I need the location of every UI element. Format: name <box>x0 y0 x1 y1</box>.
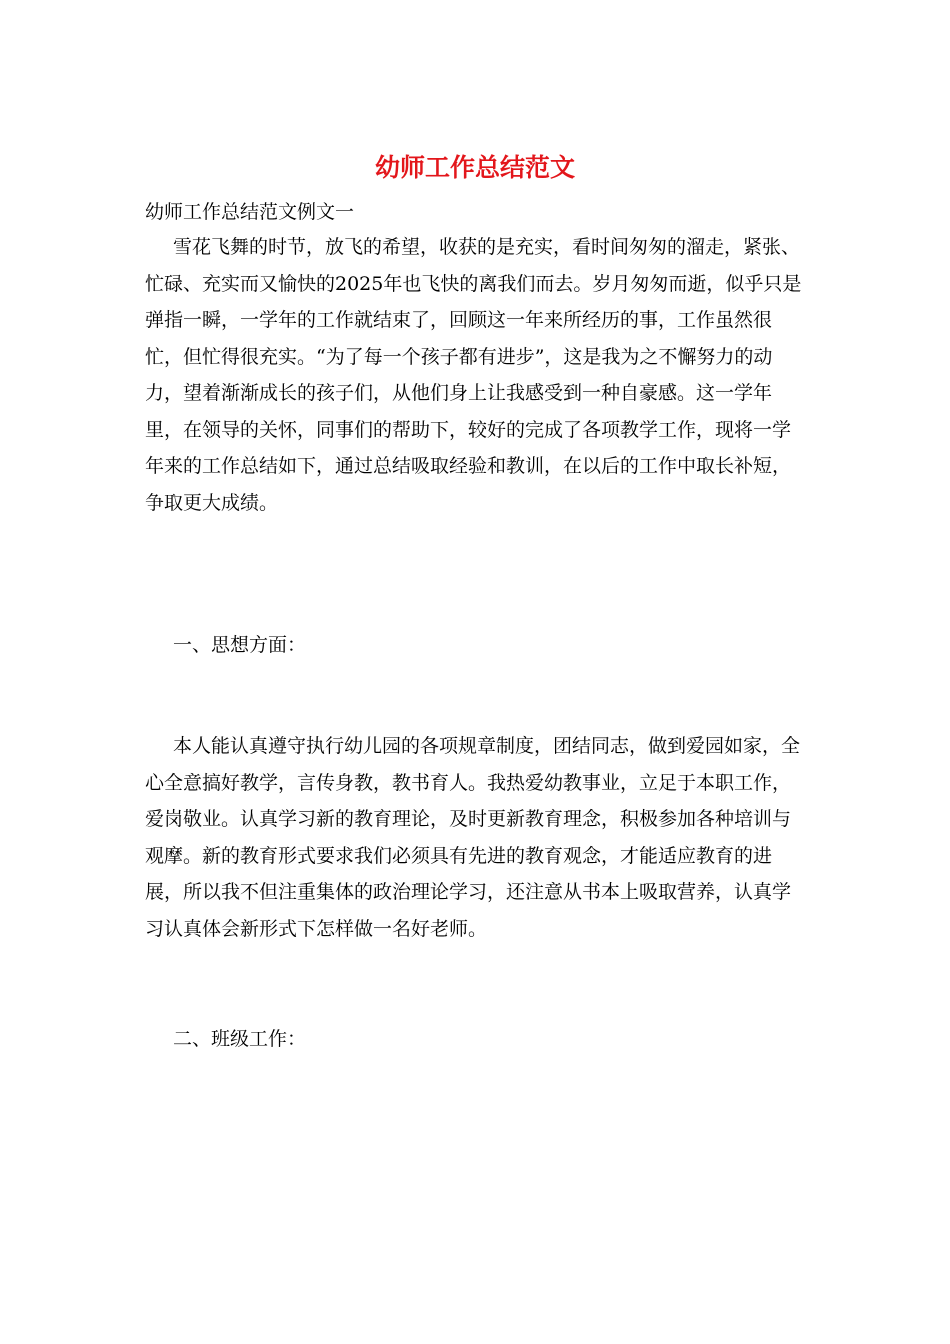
document-title: 幼师工作总结范文 <box>374 153 575 182</box>
paragraph-intro: 雪花飞舞的时节，放飞的希望，收获的是充实，看时间匆匆的溜走，紧张、忙碌、充实而又愉快的2025年也飞快的离我们而去。岁月匆匆而逝，似乎只是弹指一瞬，一学年的工作就结束了，回顾这一年来所经历的事，工作虽然很忙，但忙得很充实。“为了每一个孩子都有进步”，这是我为之不懈努力的动力，望着渐渐成长的孩子们，从他们身上让我感受到一种自豪感。这一学年里，在领导的关怀，同事们的帮助下，较好的完成了各项教学工作，现将一学年来的工作总结如下，通过总结吸取经验和教训，在以后的工作中取长补短，争取更大成绩。 <box>145 236 802 514</box>
paragraph-thinking: 本人能认真遵守执行幼儿园的各项规章制度，团结同志，做到爱园如家，全心全意搞好教学，言传身教，教书育人。我热爱幼教事业，立足于本职工作，爱岗敬业。认真学习新的教育理论，及时更新教育理念，积极参加各种培训与观摩。新的教育形式要求我们必须具有先进的教育观念，才能适应教育的进展，所以我不但注重集体的政治理论学习，还注意从书本上吸取营养，认真学习认真体会新形式下怎样做一名好老师。 <box>145 735 801 940</box>
section-heading-class-work: 二、班级工作： <box>173 1028 307 1050</box>
document-subtitle: 幼师工作总结范文例文一 <box>145 201 355 223</box>
section-heading-thinking: 一、思想方面： <box>173 634 307 656</box>
